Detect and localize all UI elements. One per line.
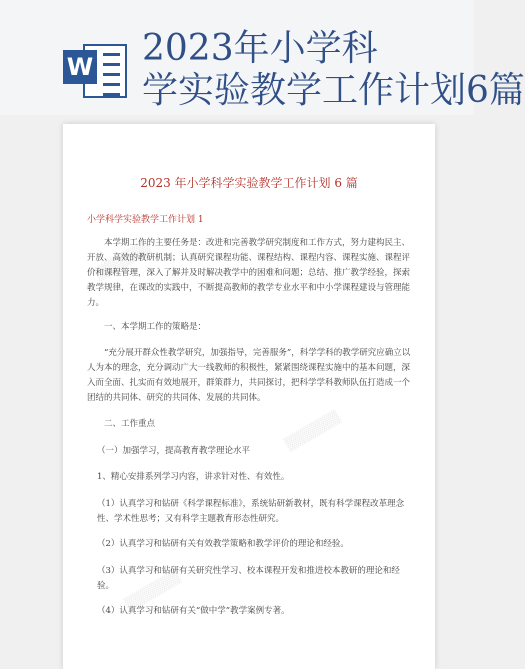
banner-title-line-1: 2023年小学科: [142, 28, 378, 69]
banner: [0, 0, 525, 115]
list-item: （4）认真学习和钻研有关“做中学”教学案例专著。: [97, 606, 290, 616]
watermark-pattern: ▒▒▒▒▒▒: [93, 240, 153, 283]
paragraph: 一、本学期工作的策略是：: [104, 322, 207, 332]
section-heading: 小学科学实验教学工作计划 1: [87, 215, 204, 225]
document-title: 2023 年小学科学实验教学工作计划 6 篇: [140, 176, 358, 190]
list-item: （1）认真学习和钻研《科学课程标准》，系统钻研新教材，既有科学课程改革理念性、学术性思考；又有科学主题教育形态性研究。: [97, 499, 405, 524]
paragraph: 本学期工作的主要任务是：改进和完善教学研究制度和工作方式，努力建构民主、开放、高效的教研机制；认真研究课程功能、课程结构、课程内容、课程实施、课程评价和课程管理，深入了解并及时解决教学中的困难和问题；总结、推广教学经验，探索教学规律，在课改的实践中，不断提高教师的教学专业水平和中小学课程建设与管理能力。: [87, 238, 411, 308]
list-item: （一）加强学习，提高教育教学理论水平: [97, 446, 251, 456]
list-item: 1、精心安排系列学习内容，讲求针对性、有效性。: [97, 472, 290, 482]
watermark-pattern: ▒▒▒▒▒▒: [123, 570, 183, 613]
paragraph: “充分展开群众性教学研究，加强指导，完善服务”，科学学科的教学研究应确立以人为本的理念，充分调动广大一线教师的积极性，紧紧围绕课程实施中的基本问题，深入而全面、扎实而有效地展开，群策群力，共同探讨，把科学学科教师队伍打造成一个团结的共同体、研究的共同体、发展的共同体。: [87, 348, 411, 403]
word-document-icon: [63, 40, 127, 102]
banner-title-line-2: 学实验教学工作计划6篇: [142, 70, 525, 111]
list-item: （2）认真学习和钻研有关有效教学策略和教学评价的理论和经验。: [97, 539, 349, 549]
word-w-icon: W: [63, 50, 97, 84]
banner-title: [142, 28, 525, 112]
watermark-pattern: ▒▒▒▒▒▒: [283, 410, 343, 453]
list-item: （3）认真学习和钻研有关研究性学习、校本课程开发和推进校本教研的理论和经验。: [97, 566, 400, 591]
document-page: [63, 124, 435, 669]
paragraph: 二、工作重点: [104, 419, 156, 429]
